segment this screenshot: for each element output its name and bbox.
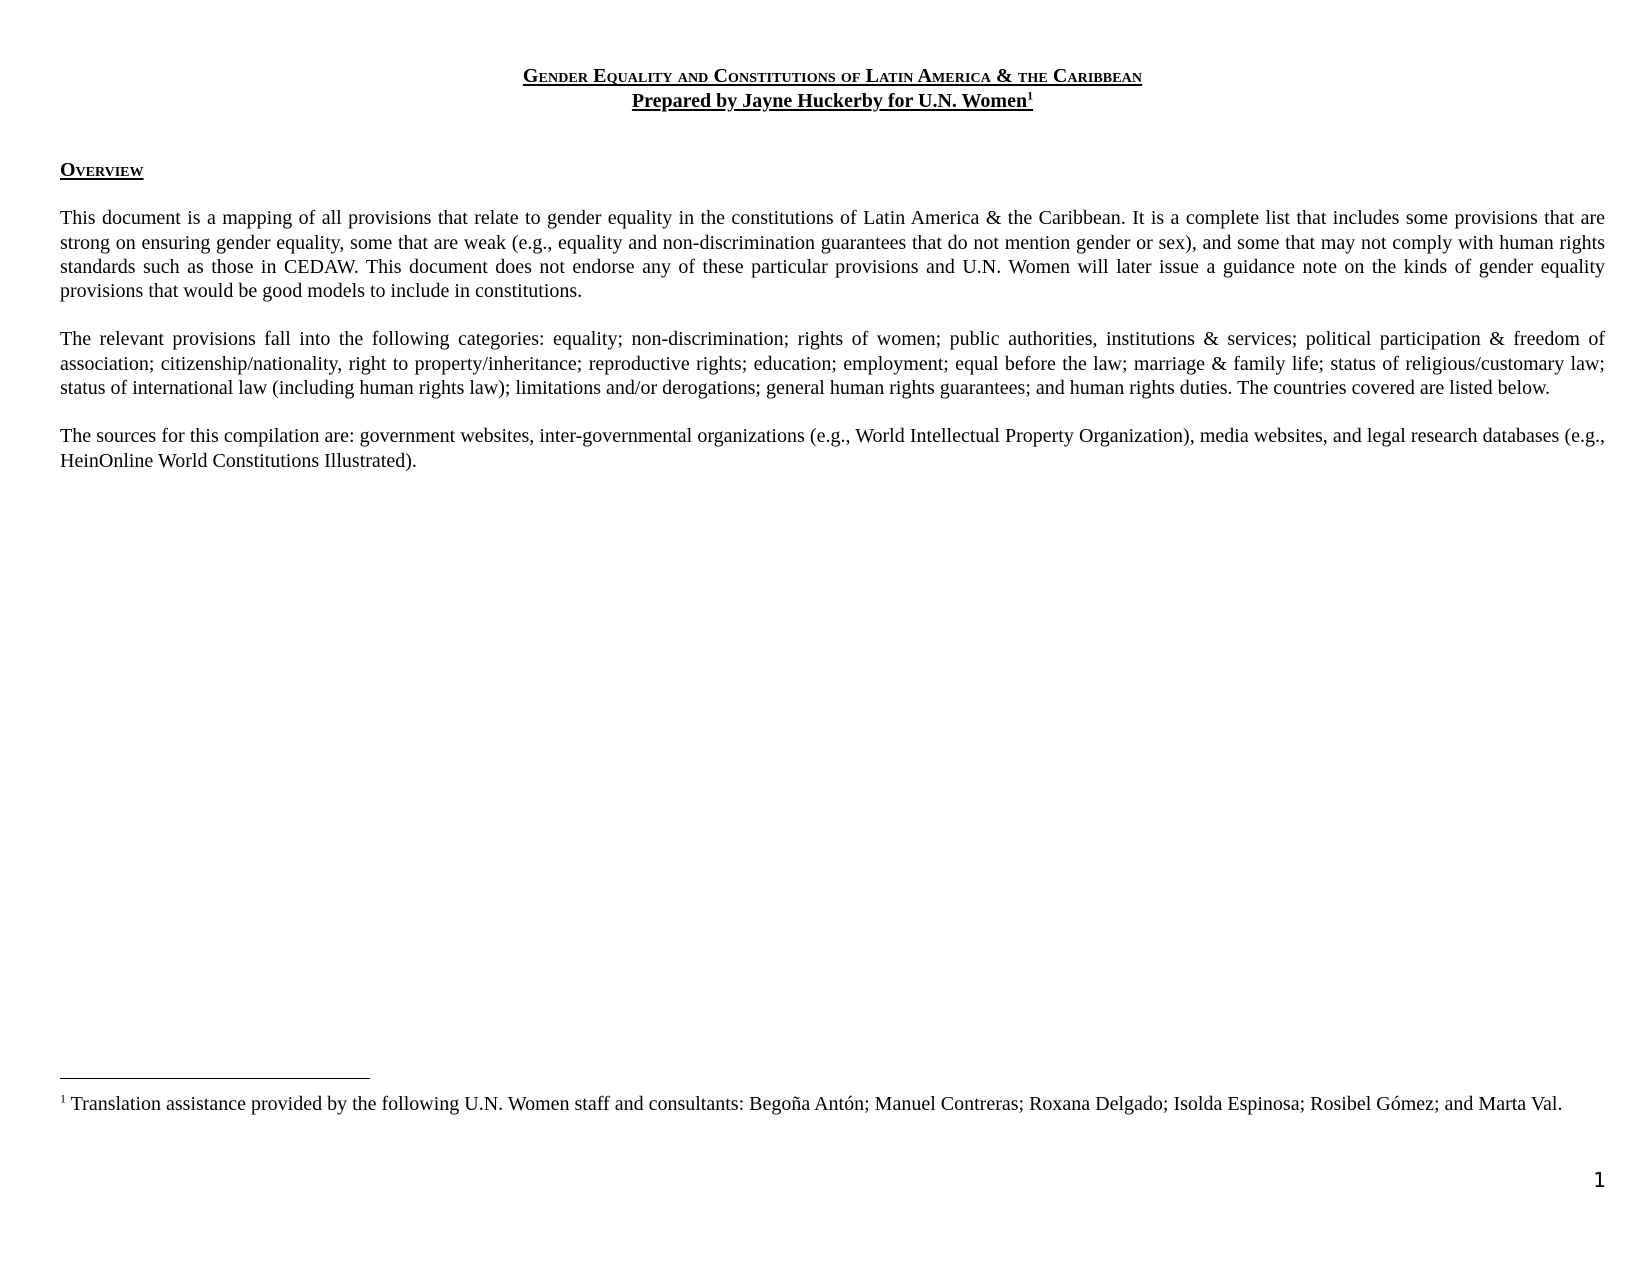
footnote-reference[interactable]: 1: [1027, 88, 1034, 103]
footnote-marker: 1: [60, 1091, 66, 1106]
overview-paragraph-1: This document is a mapping of all provisions that relate to gender equality in the constitutions of Latin America & the Caribbean. It is a complete list that includes some provisions that are strong on ensuring gender equality, some that are weak (e.g., equality and non-discrimination guarantees that do not mention gender or sex), and some that may not comply with human rights standards such as those in CEDAW. This document does not endorse any of these particular provisions and U.N. Women will later issue a guidance note on the kinds of gender equality provisions that would be good models to include in constitutions.: [60, 207, 1605, 303]
footnote: [60, 1092, 1595, 1116]
overview-paragraph-3: The sources for this compilation are: government websites, inter-governmental organizations (e.g., World Intellectual Property Organization), media websites, and legal research databases (e.g., HeinOnline World Constitutions Illustrated).: [60, 425, 1605, 472]
document-header: [60, 64, 1605, 114]
overview-paragraph-2: The relevant provisions fall into the following categories: equality; non-discrimination; rights of women; public authorities, institutions & services; political participation & freedom of association; citizenship/nationality, right to property/inheritance; reproductive rights; education; employment; equal before the law; marriage & family life; status of religious/customary law; status of international law (including human rights law); limitations and/or derogations; general human rights guarantees; and human rights duties. The countries covered are listed below.: [60, 328, 1605, 400]
footnote-text: Translation assistance provided by the following U.N. Women staff and consultants: Begoña Antón; Manuel Contreras; Roxana Delgado; Isolda Espinosa; Rosibel Gómez; and Marta Val.: [70, 1093, 1563, 1115]
overview-heading: Overview: [60, 159, 144, 181]
document-title: Gender Equality and Constitutions of Latin America & the Caribbean: [522, 65, 1143, 87]
footnote-separator: [60, 1078, 370, 1079]
document-subtitle-text: Prepared by Jayne Huckerby for U.N. Women: [631, 90, 1028, 112]
page-number: 1: [1593, 1168, 1606, 1192]
document-subtitle: [60, 89, 1605, 114]
overview-section: [60, 158, 1605, 497]
